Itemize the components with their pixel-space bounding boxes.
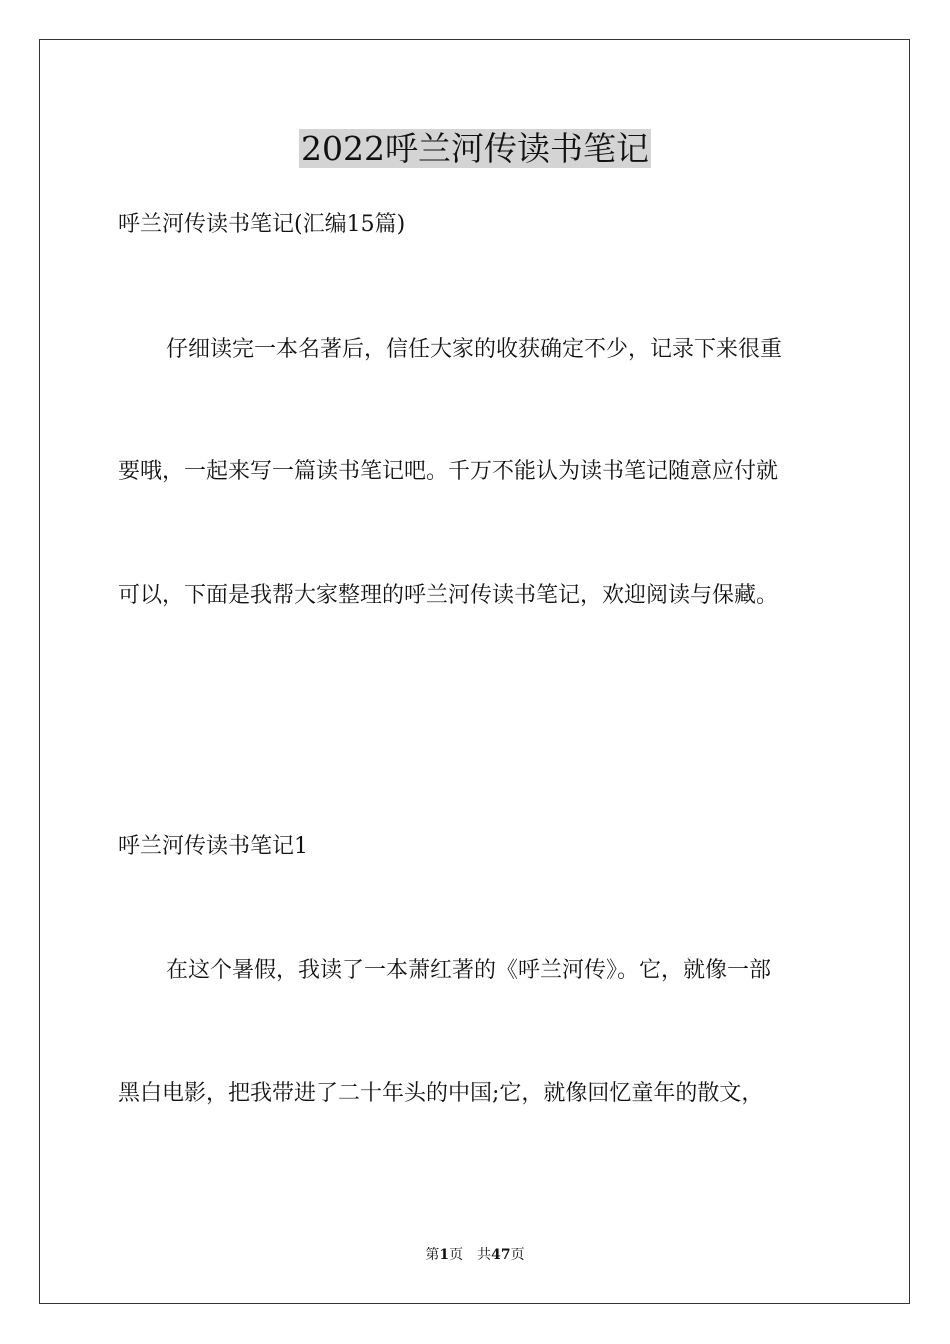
document-title (0, 126, 950, 172)
document-subtitle: 呼兰河传读书笔记(汇编15篇) (118, 212, 406, 237)
intro-line-2: 要哦，一起来写一篇读书笔记吧。千万不能认为读书笔记随意应付就 (118, 459, 779, 484)
intro-line-1: 仔细读完一本名著后，信任大家的收获确定不少，记录下来很重 (166, 337, 783, 362)
section-line-2: 黑白电影，把我带进了二十年头的中国;它，就像回忆童年的散文， (118, 1081, 764, 1106)
footer-page-suffix: 页 (449, 1247, 464, 1263)
footer-page-prefix: 第 (425, 1247, 440, 1263)
footer-total-suffix: 页 (510, 1247, 525, 1263)
document-title-text: 2022呼兰河传读书笔记 (301, 129, 649, 168)
footer-total-prefix: 共 (477, 1247, 492, 1263)
footer-page-total: 47 (491, 1247, 511, 1263)
section-line-1: 在这个暑假，我读了一本萧红著的《呼兰河传》。它，就像一部 (166, 958, 772, 983)
intro-line-3: 可以，下面是我帮大家整理的呼兰河传读书笔记，欢迎阅读与保藏。 (118, 583, 779, 608)
section-heading: 呼兰河传读书笔记1 (118, 834, 308, 859)
page-footer (0, 1246, 950, 1264)
footer-page-current: 1 (439, 1247, 450, 1263)
